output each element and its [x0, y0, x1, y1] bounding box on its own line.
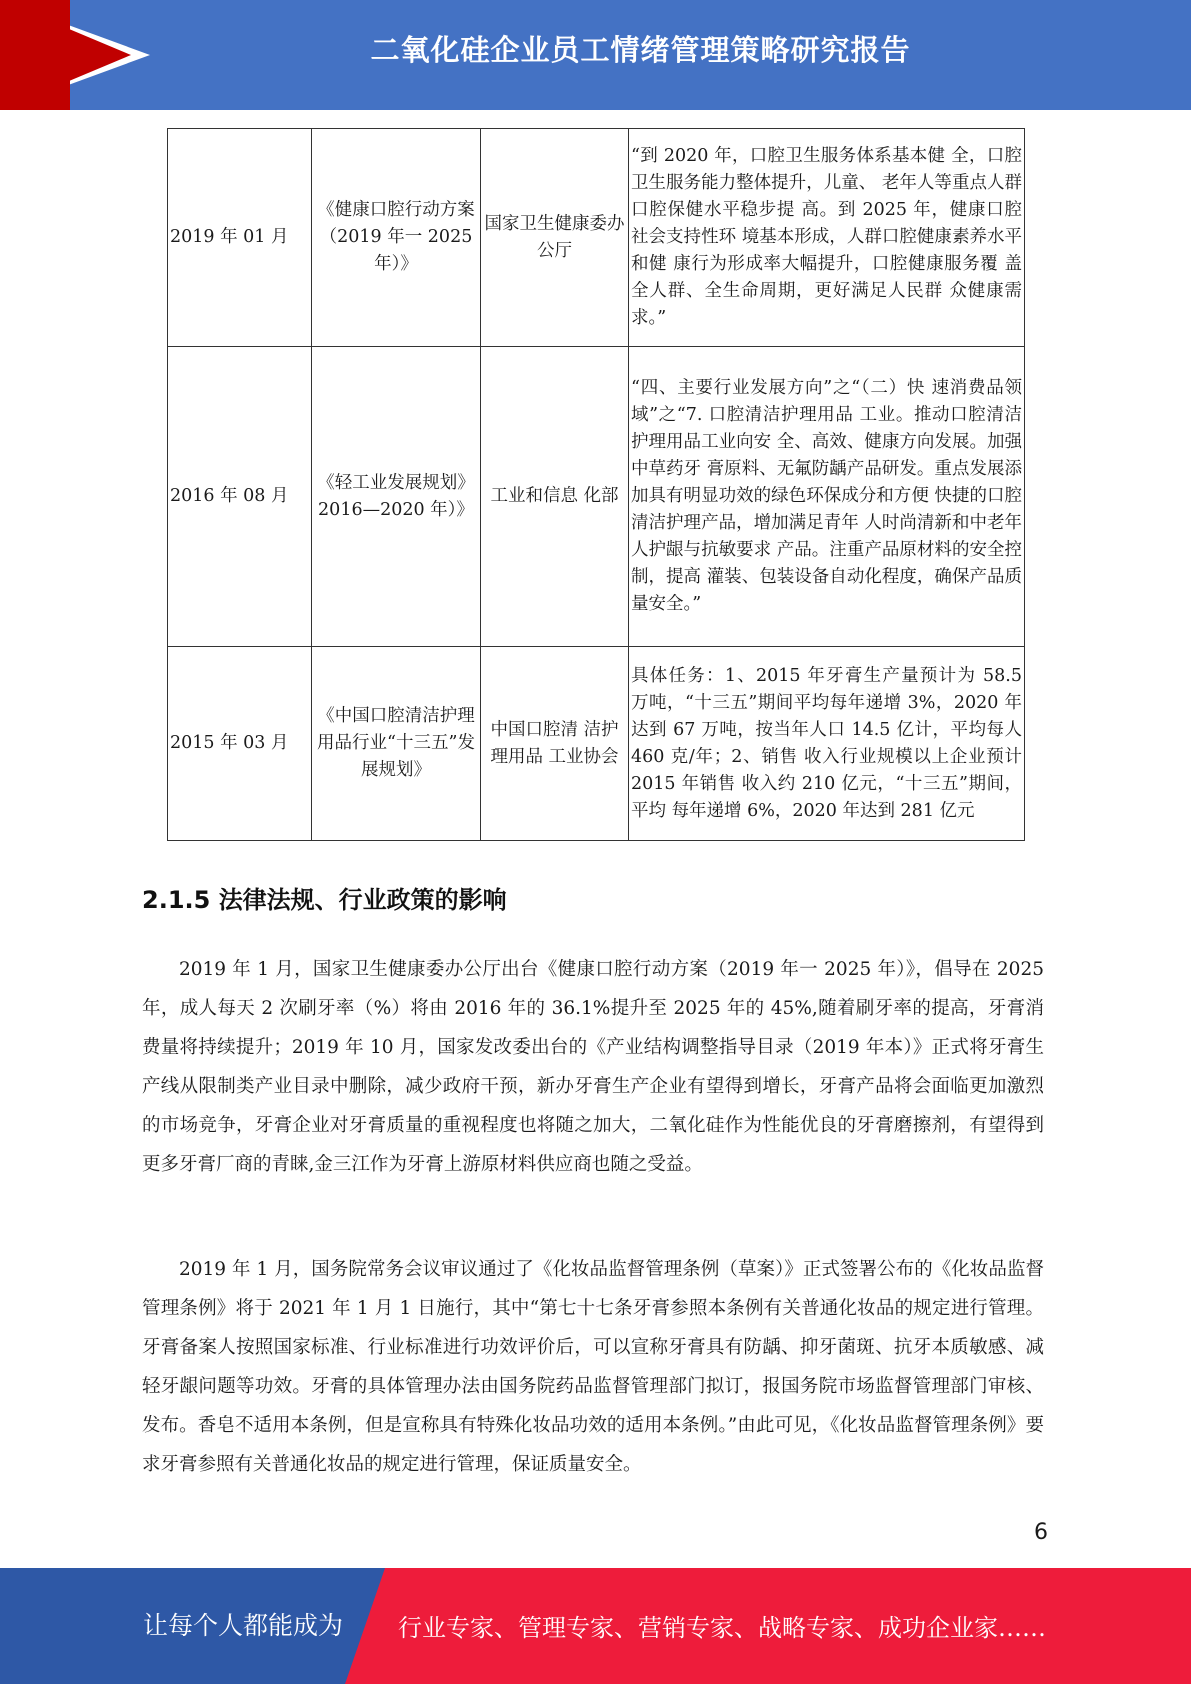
- header-arrow: [0, 0, 131, 110]
- policy-content: “到 2020 年，口腔卫生服务体系基本健 全，口腔卫生服务能力整体提升，儿童、 老年人等重点人群口腔保健水平稳步提 高。到 2025 年，健康口腔社会支持性环 境基本形成，人群口腔健康素养水平和健 康行为形成率大幅提升，口腔健康服务覆 盖全人群、全生命周期，更好满足人民群 众健康需求。”: [629, 129, 1025, 347]
- policy-date: 2019 年 01 月: [168, 129, 312, 347]
- policy-content: “四、主要行业发展方向”之“（二）快 速消费品领域”之“7. 口腔清洁护理用品 工业。推动口腔清洁护理用品工业向安 全、高效、健康方向发展。加强中草药牙 膏原料、无氟防龋产品研发。重点发展添 加具有明显功效的绿色环保成分和方便 快捷的口腔清洁护理产品，增加满足青年 人时尚清新和中老年人护龈与抗敏要求 产品。注重产品原材料的安全控制，提高 灌装、包装设备自动化程度，确保产品质 量安全。”: [629, 347, 1025, 647]
- policy-date: 2015 年 03 月: [168, 647, 312, 841]
- section-heading: 2.1.5 法律法规、行业政策的影响: [142, 886, 507, 914]
- page-number: 6: [1034, 1520, 1048, 1545]
- footer-slogan-left: 让每个人都能成为: [143, 1611, 344, 1640]
- policy-content: 具体任务：1、2015 年牙膏生产量预计为 58.5 万吨，“十三五”期间平均每年递增 3%，2020 年达到 67 万吨，按当年人口 14.5 亿计，平均每人 460 克/年；2、销售 收入行业规模以上企业预计 2015 年销售 收入约 210 亿元，“十三五”期间，平均 每年递增 6%，2020 年达到 281 亿元: [629, 647, 1025, 841]
- footer-slogan-right: 行业专家、管理专家、营销专家、战略专家、成功企业家……: [398, 1614, 1046, 1642]
- policy-date: 2016 年 08 月: [168, 347, 312, 647]
- report-title: 二氧化硅企业员工情绪管理策略研究报告: [370, 33, 911, 67]
- policy-department: 工业和信息 化部: [481, 347, 629, 647]
- table-row: [168, 347, 1025, 647]
- table-row: [168, 129, 1025, 347]
- body-paragraph: 2019 年 1 月，国家卫生健康委办公厅出台《健康口腔行动方案（2019 年一 2025 年）》，倡导在 2025 年，成人每天 2 次刷牙率（%）将由 2016 年的 36.1%提升至 2025 年的 45%,随着刷牙率的提高，牙膏消费量将持续提升；2019 年 10 月，国家发改委出台的《产业结构调整指导目录（2019 年本）》正式将牙膏生产线从限制类产业目录中删除，减少政府干预，新办牙膏生产企业有望得到增长，牙膏产品将会面临更加激烈的市场竞争，牙膏企业对牙膏质量的重视程度也将随之加大，二氧化硅作为性能优良的牙膏磨擦剂，有望得到更多牙膏厂商的青睐,金三江作为牙膏上游原材料供应商也随之受益。: [142, 959, 1044, 1175]
- footer-blue-slant: [345, 1568, 385, 1684]
- policy-department: 国家卫生健康委办公厅: [481, 129, 629, 347]
- page-header: [0, 0, 1191, 110]
- page-footer: [0, 1568, 1191, 1684]
- table-row: [168, 647, 1025, 841]
- policy-department: 中国口腔清 洁护理用品 工业协会: [481, 647, 629, 841]
- body-paragraph: 2019 年 1 月，国务院常务会议审议通过了《化妆品监督管理条例（草案）》正式签署公布的《化妆品监督管理条例》将于 2021 年 1 月 1 日施行，其中“第七十七条牙膏参照本条例有关普通化妆品的规定进行管理。牙膏备案人按照国家标准、行业标准进行功效评价后，可以宣称牙膏具有防龋、抑牙菌斑、抗牙本质敏感、减轻牙龈问题等功效。牙膏的具体管理办法由国务院药品监督管理部门拟订，报国务院市场监督管理部门审核、发布。香皂不适用本条例，但是宣称具有特殊化妆品功效的适用本条例。”由此可见，《化妆品监督管理条例》要求牙膏参照有关普通化妆品的规定进行管理，保证质量安全。: [142, 1259, 1044, 1475]
- policy-table: [167, 128, 1025, 841]
- policy-name: 《健康口腔行动方案（2019 年一 2025 年）》: [312, 129, 481, 347]
- policy-name: 《中国口腔清洁护理用品行业“十三五”发展规划》: [312, 647, 481, 841]
- policy-name: 《轻工业发展规划》2016—2020 年）》: [312, 347, 481, 647]
